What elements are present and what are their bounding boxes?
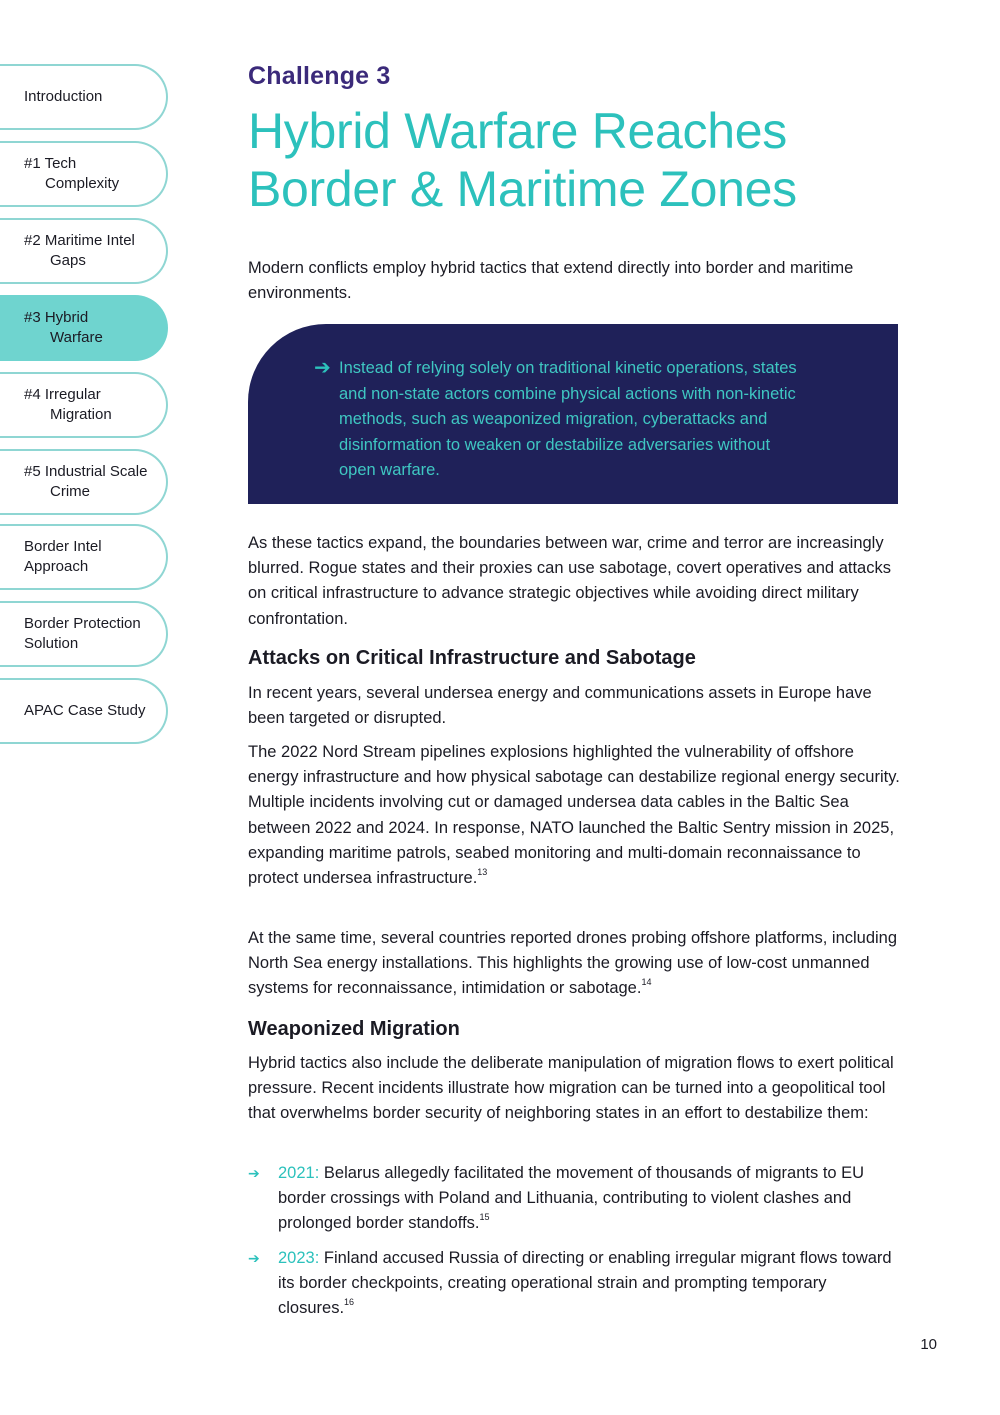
footnote-ref: 14: [641, 977, 652, 988]
list-item: [248, 1246, 900, 1322]
arrow-right-icon: ➔: [314, 357, 331, 379]
sidebar-item-label: Border Protection: [24, 615, 141, 632]
sidebar-item-label: #4 Irregular: [24, 386, 101, 403]
section-heading-attacks: Attacks on Critical Infrastructure and Sabotage: [248, 647, 696, 669]
body-paragraph: [248, 926, 900, 1002]
sidebar-item-border-intel-approach[interactable]: [0, 524, 168, 590]
callout-text: Instead of relying solely on traditional kinetic operations, states and non-state actors combine physical actions with non-kinetic methods, such as weaponized migration, cyberattacks and disinformation to weaken or destabilize adversaries without open warfare.: [339, 359, 797, 479]
list-item-year: 2023:: [278, 1249, 320, 1267]
body-paragraph-text: The 2022 Nord Stream pipelines explosions highlighted the vulnerability of offshore energy infrastructure and how physical sabotage can destabilize regional energy security. Multiple incidents involving cut or damaged undersea data cables in the Baltic Sea between 2022 and 2024. In response, NATO launched the Baltic Sentry mission in 2025, expanding maritime patrols, seabed monitoring and multi-domain reconnaissance to protect undersea infrastructure.: [248, 743, 900, 888]
sidebar-item-label: #5 Industrial Scale: [24, 463, 148, 480]
sidebar-item-label: Complexity: [45, 175, 120, 192]
page-title-line: Border & Maritime Zones: [248, 161, 797, 217]
list-item-body: Belarus allegedly facilitated the movement of thousands of migrants to EU border crossings with Poland and Lithuania, contributing to violent clashes and prolonged border standoffs.: [278, 1164, 865, 1233]
page-number: 10: [920, 1336, 937, 1353]
sidebar-item-maritime-intel-gaps[interactable]: [0, 218, 168, 284]
body-paragraph: [248, 740, 900, 891]
sidebar-item-introduction[interactable]: [0, 64, 168, 130]
body-paragraph: In recent years, several undersea energy and communications assets in Europe have been targeted or disrupted.: [248, 684, 872, 728]
sidebar-item-label: Warfare: [50, 329, 103, 346]
list-item-text: [278, 1246, 900, 1322]
sidebar-item-label: #2 Maritime Intel: [24, 232, 135, 249]
sidebar-item-label: Migration: [50, 406, 112, 423]
body-paragraph-text: At the same time, several countries reported drones probing offshore platforms, including North Sea energy installations. This highlights the growing use of low-cost unmanned systems for reconnaissance, intimidation or sabotage.: [248, 929, 898, 998]
sidebar-item-label: Border Intel: [24, 538, 102, 555]
footnote-ref: 15: [479, 1212, 490, 1223]
sidebar-item-label: Gaps: [50, 252, 86, 269]
sidebar-item-label: Solution: [24, 635, 79, 652]
page-title-line: Hybrid Warfare Reaches: [248, 103, 787, 159]
arrow-right-icon: ➔: [248, 1250, 260, 1266]
challenge-label: Challenge 3: [248, 62, 391, 90]
sidebar-item-tech-complexity[interactable]: [0, 141, 168, 207]
sidebar-item-irregular-migration[interactable]: [0, 372, 168, 438]
list-item-text: [278, 1161, 900, 1237]
sidebar-item-border-protection-solution[interactable]: [0, 601, 168, 667]
section-heading-migration: Weaponized Migration: [248, 1018, 460, 1040]
list-item-body: Finland accused Russia of directing or enabling irregular migrant flows toward its border checkpoints, creating operational strain and prompting temporary closures.: [278, 1249, 892, 1318]
footnote-ref: 16: [344, 1297, 355, 1308]
sidebar-item-label: #3 Hybrid: [24, 309, 89, 326]
callout-box: [248, 324, 898, 504]
lead-paragraph: Modern conflicts employ hybrid tactics that extend directly into border and maritime environments.: [248, 259, 854, 302]
sidebar-item-label: Introduction: [24, 88, 103, 105]
arrow-right-icon: ➔: [248, 1165, 260, 1181]
sidebar-item-hybrid-warfare[interactable]: [0, 295, 168, 361]
list-item-year: 2021:: [278, 1164, 320, 1182]
page-title: [248, 102, 900, 218]
footnote-ref: 13: [477, 867, 488, 878]
sidebar-item-label: Approach: [24, 558, 89, 575]
sidebar-item-apac-case-study[interactable]: [0, 678, 168, 744]
body-paragraph: Hybrid tactics also include the deliberate manipulation of migration flows to exert political pressure. Recent incidents illustrate how migration can be turned into a geopolitical tool that overwhelms border security of neighboring states in an effort to destabilize them:: [248, 1054, 894, 1123]
list-item: [248, 1161, 900, 1237]
sidebar-item-label: APAC Case Study: [24, 702, 146, 719]
sidebar-item-label: #1 Tech: [24, 155, 77, 172]
body-paragraph: As these tactics expand, the boundaries between war, crime and terror are increasingly blurred. Rogue states and their proxies can use sabotage, covert operatives and attacks on critical infrastructure to advance strategic objectives while avoiding direct military confrontation.: [248, 534, 891, 628]
sidebar-item-industrial-scale-crime[interactable]: [0, 449, 168, 515]
sidebar-item-label: Crime: [50, 483, 90, 500]
